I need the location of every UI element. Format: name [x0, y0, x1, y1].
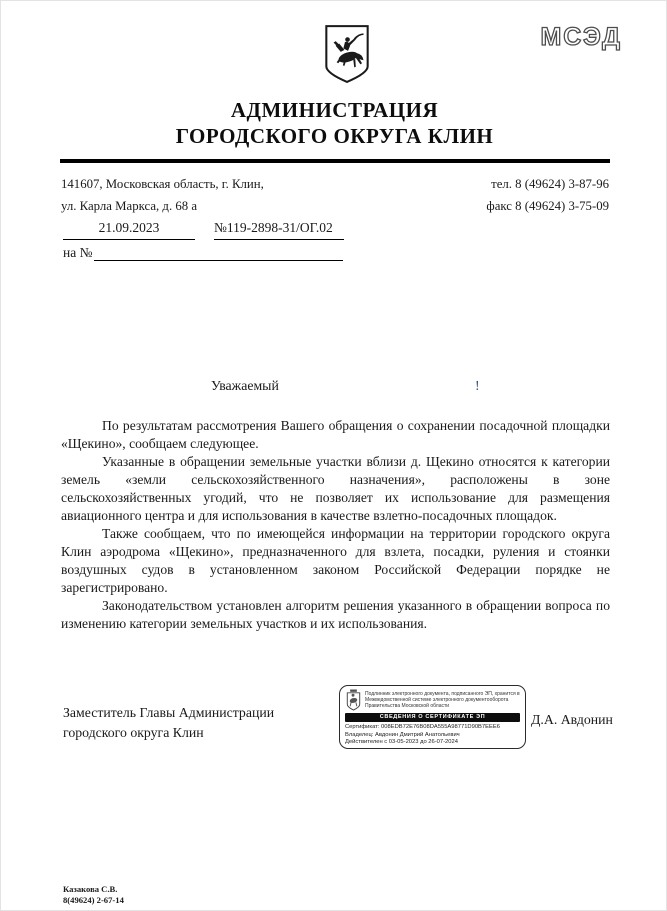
esign-stamp-header	[345, 689, 520, 711]
signer-name: Д.А. Авдонин	[531, 712, 613, 727]
signer-title-line2: городского округа Клин	[63, 725, 204, 740]
letter-date: 21.09.2023	[63, 220, 195, 240]
address-line2: ул. Карла Маркса, д. 68 а	[61, 199, 198, 213]
reference-block	[63, 220, 344, 261]
certificate-number: Сертификат: 008EDB72E76B08DA555A98771D90B7EEE6	[345, 724, 500, 730]
paragraph-3: Также сообщаем, что по имеющейся информации на территории городского округа Клин аэродрома «Щекино», предназначенного для взлета, посадки, руления и стоянки воздушных судов в установленном законом Российской Федерации порядке не зарегистрировано.	[61, 526, 610, 595]
address-block	[61, 173, 264, 217]
fax-line: факс 8 (49624) 3-75-09	[486, 199, 609, 213]
esign-certificate-details	[345, 724, 520, 747]
salutation: Уважаемый	[211, 378, 279, 393]
contact-block	[61, 173, 609, 217]
certificate-owner: Владелец: Авдонин Дмитрий Анатольевич	[345, 731, 460, 738]
executor-phone: 8(49624) 2-67-14	[63, 894, 124, 905]
letter-number: №119-2898-31/ОГ.02	[214, 220, 344, 240]
address-line1: 141607, Московская область, г. Клин,	[61, 177, 264, 191]
salutation-punctuation: !	[475, 378, 480, 393]
reply-to-row	[63, 245, 344, 261]
org-title-line2: ГОРОДСКОГО ОКРУГА КЛИН	[175, 124, 494, 148]
signer-title-line1: Заместитель Главы Администрации	[63, 705, 275, 720]
paragraph-2: Указанные в обращении земельные участки вблизи д. Щекино относятся к категории земель «земли сельскохозяйственного назначения», расположены в зоне сельскохозяйственных угодий, что не позволяет их использование для размещения авиационного центра и для использования в качестве взлетно-посадочных площадок.	[61, 454, 610, 523]
header-divider	[60, 159, 610, 163]
letter-body	[61, 417, 610, 633]
reply-to-label: на №	[63, 245, 93, 260]
date-number-row	[63, 220, 344, 240]
reply-to-blank	[94, 246, 343, 261]
executor-name: Казакова С.В.	[63, 884, 118, 894]
paragraph-1: По результатам рассмотрения Вашего обращения о сохранении посадочной площадки «Щекино», сообщаем следующее.	[61, 418, 610, 451]
esign-stamp	[339, 685, 526, 749]
org-title-line1: АДМИНИСТРАЦИЯ	[230, 98, 439, 122]
executor-block	[63, 884, 124, 905]
esign-certificate-bar: СВЕДЕНИЯ О СЕРТИФИКАТЕ ЭП	[345, 713, 520, 722]
esign-stamp-note: Подлинник электронного документа, подписанного ЭП, хранится в Межведомственной системе электронного документооборота Правительства Московской области	[365, 690, 520, 710]
certificate-validity: Действителен с 03-05-2023 до 26-07-2024	[345, 739, 458, 746]
paragraph-4: Законодательством установлен алгоритм решения указанного в обращении вопроса по изменению категории земельных участков и их использования.	[61, 598, 610, 631]
phone-line: тел. 8 (49624) 3-87-96	[491, 177, 609, 191]
phone-block	[486, 173, 609, 217]
klin-coat-of-arms-icon	[321, 23, 373, 85]
msed-logo: МСЭД	[540, 23, 622, 51]
moscow-region-emblem-icon	[345, 689, 362, 711]
org-title	[1, 97, 667, 149]
signer-title	[63, 703, 274, 743]
